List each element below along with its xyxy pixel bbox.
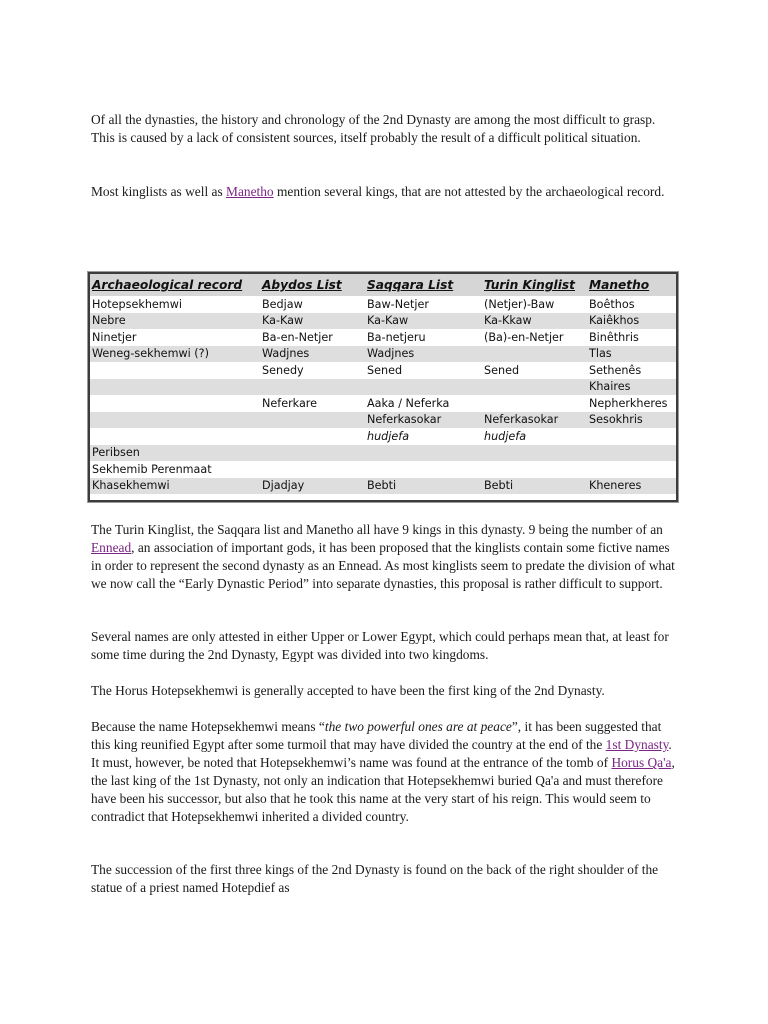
table-cell: Sesokhris bbox=[587, 412, 676, 429]
table-body bbox=[90, 296, 676, 494]
table-cell bbox=[482, 395, 587, 412]
table-cell bbox=[90, 362, 260, 379]
table-cell bbox=[260, 428, 365, 445]
table-cell: Wadjnes bbox=[260, 346, 365, 363]
table-cell: Sened bbox=[365, 362, 482, 379]
table-cell: Djadjay bbox=[260, 478, 365, 495]
table-cell bbox=[90, 428, 260, 445]
table-row bbox=[90, 313, 676, 330]
table-row bbox=[90, 478, 676, 495]
meaning-text-b: ”, it has been suggested that this king reunified Egypt after some turmoil that may have divided the country at the end of the bbox=[91, 719, 662, 752]
table-cell: hudjefa bbox=[365, 428, 482, 445]
table-cell: Sethenês bbox=[587, 362, 676, 379]
table-row bbox=[90, 379, 676, 396]
table-cell: Ba-netjeru bbox=[365, 329, 482, 346]
header-abydos-list: Abydos List bbox=[260, 274, 365, 296]
table-cell: Senedy bbox=[260, 362, 365, 379]
manetho-link[interactable]: Manetho bbox=[226, 184, 274, 199]
table-cell: Neferkasokar bbox=[482, 412, 587, 429]
table-cell bbox=[482, 379, 587, 396]
table-cell: Peribsen bbox=[90, 445, 260, 462]
meaning-quote: the two powerful ones are at peace bbox=[324, 719, 512, 734]
table-cell: Ninetjer bbox=[90, 329, 260, 346]
table-cell: Neferkare bbox=[260, 395, 365, 412]
table-cell bbox=[587, 428, 676, 445]
table-cell: Kheneres bbox=[587, 478, 676, 495]
table-cell bbox=[482, 346, 587, 363]
table-row bbox=[90, 445, 676, 462]
table-cell: Binêthris bbox=[587, 329, 676, 346]
table-cell: Weneg-sekhemwi (?) bbox=[90, 346, 260, 363]
turin-text-start: The Turin Kinglist, the Saqqara list and Manetho all have 9 kings in this dynasty. 9 being the number of an bbox=[91, 522, 663, 537]
table-cell: Tlas bbox=[587, 346, 676, 363]
header-archaeological-record: Archaeological record bbox=[90, 274, 260, 296]
table-row bbox=[90, 362, 676, 379]
table-cell bbox=[90, 412, 260, 429]
kinglists-text-start: Most kinglists as well as bbox=[91, 184, 227, 199]
table-row bbox=[90, 461, 676, 478]
table-cell: Ba-en-Netjer bbox=[260, 329, 365, 346]
kinglists-paragraph bbox=[91, 183, 681, 201]
table-cell: Boêthos bbox=[587, 296, 676, 313]
table-cell bbox=[365, 445, 482, 462]
table-cell: Sekhemib Perenmaat bbox=[90, 461, 260, 478]
table-cell: Baw-Netjer bbox=[365, 296, 482, 313]
header-saqqara-list: Saqqara List bbox=[365, 274, 482, 296]
table-cell: Nebre bbox=[90, 313, 260, 330]
table-cell bbox=[90, 395, 260, 412]
table-cell bbox=[365, 461, 482, 478]
table-cell: Kaiêkhos bbox=[587, 313, 676, 330]
table-cell bbox=[260, 412, 365, 429]
table-row bbox=[90, 395, 676, 412]
table-cell: Hotepsekhemwi bbox=[90, 296, 260, 313]
kinglist-table bbox=[88, 272, 678, 502]
table-cell: Aaka / Neferka bbox=[365, 395, 482, 412]
turin-paragraph bbox=[91, 521, 681, 593]
header-manetho: Manetho bbox=[587, 274, 676, 296]
upper-lower-paragraph: Several names are only attested in either Upper or Lower Egypt, which could perhaps mean that, at least for some time during the 2nd Dynasty, Egypt was divided into two kingdoms. bbox=[91, 629, 669, 662]
table-header-row bbox=[90, 274, 676, 296]
table-cell: Bedjaw bbox=[260, 296, 365, 313]
meaning-text-a: Because the name Hotepsekhemwi means “ bbox=[91, 719, 325, 734]
table-cell: Bebti bbox=[482, 478, 587, 495]
table-cell: Khaires bbox=[587, 379, 676, 396]
succession-paragraph: The succession of the first three kings of the 2nd Dynasty is found on the back of the right shoulder of the statue of a priest named Hotepdief as bbox=[91, 862, 659, 895]
table-cell bbox=[482, 445, 587, 462]
meaning-text-d: , the last king of the 1st Dynasty, not only an indication that Hotepsekhemwi buried Qa'a and must therefore have been his successor, but also that he took this name at the very start of his reign. This would seem to contradict that Hotepsekhemwi inherited a divided country. bbox=[91, 755, 675, 824]
header-turin-kinglist: Turin Kinglist bbox=[482, 274, 587, 296]
table-cell: hudjefa bbox=[482, 428, 587, 445]
table-row bbox=[90, 412, 676, 429]
table-cell: Ka-Kaw bbox=[260, 313, 365, 330]
table-cell bbox=[587, 445, 676, 462]
table-cell bbox=[260, 461, 365, 478]
table-cell: Neferkasokar bbox=[365, 412, 482, 429]
hotepsekhemwi-paragraph: The Horus Hotepsekhemwi is generally accepted to have been the first king of the 2nd Dynasty. bbox=[91, 683, 605, 698]
table-row bbox=[90, 296, 676, 313]
turin-text-end: , an association of important gods, it has been proposed that the kinglists contain some fictive names in order to represent the second dynasty as an Ennead. As most kinglists seem to predate the division of what we now call the “Early Dynastic Period” into separate dynasties, this proposal is rather difficult to support. bbox=[91, 540, 675, 591]
table-cell: Sened bbox=[482, 362, 587, 379]
name-meaning-paragraph bbox=[91, 718, 681, 826]
meaning-text-c: . It must, however, be noted that Hotepsekhemwi’s name was found at the entrance of the tomb of bbox=[91, 737, 672, 770]
table-row bbox=[90, 329, 676, 346]
table-cell bbox=[365, 379, 482, 396]
intro-paragraph: Of all the dynasties, the history and chronology of the 2nd Dynasty are among the most difficult to grasp. This is caused by a lack of consistent sources, itself probably the result of a difficult political situation. bbox=[91, 112, 656, 145]
kinglists-text-end: mention several kings, that are not attested by the archaeological record. bbox=[273, 184, 665, 199]
table-cell: Ka-Kaw bbox=[365, 313, 482, 330]
table-cell: (Netjer)-Baw bbox=[482, 296, 587, 313]
table-cell bbox=[587, 461, 676, 478]
first-dynasty-link[interactable]: 1st Dynasty bbox=[605, 737, 669, 752]
ennead-link[interactable]: Ennead bbox=[91, 540, 132, 555]
table-cell: Bebti bbox=[365, 478, 482, 495]
table-row bbox=[90, 428, 676, 445]
table-cell bbox=[90, 379, 260, 396]
table-cell: (Ba)-en-Netjer bbox=[482, 329, 587, 346]
horus-qaa-link[interactable]: Horus Qa'a bbox=[611, 755, 672, 770]
table-cell: Khasekhemwi bbox=[90, 478, 260, 495]
table-cell bbox=[482, 461, 587, 478]
table-cell bbox=[260, 379, 365, 396]
table-row bbox=[90, 346, 676, 363]
table-cell: Wadjnes bbox=[365, 346, 482, 363]
table-cell: Nepherkheres bbox=[587, 395, 676, 412]
table-cell: Ka-Kkaw bbox=[482, 313, 587, 330]
table-cell bbox=[260, 445, 365, 462]
